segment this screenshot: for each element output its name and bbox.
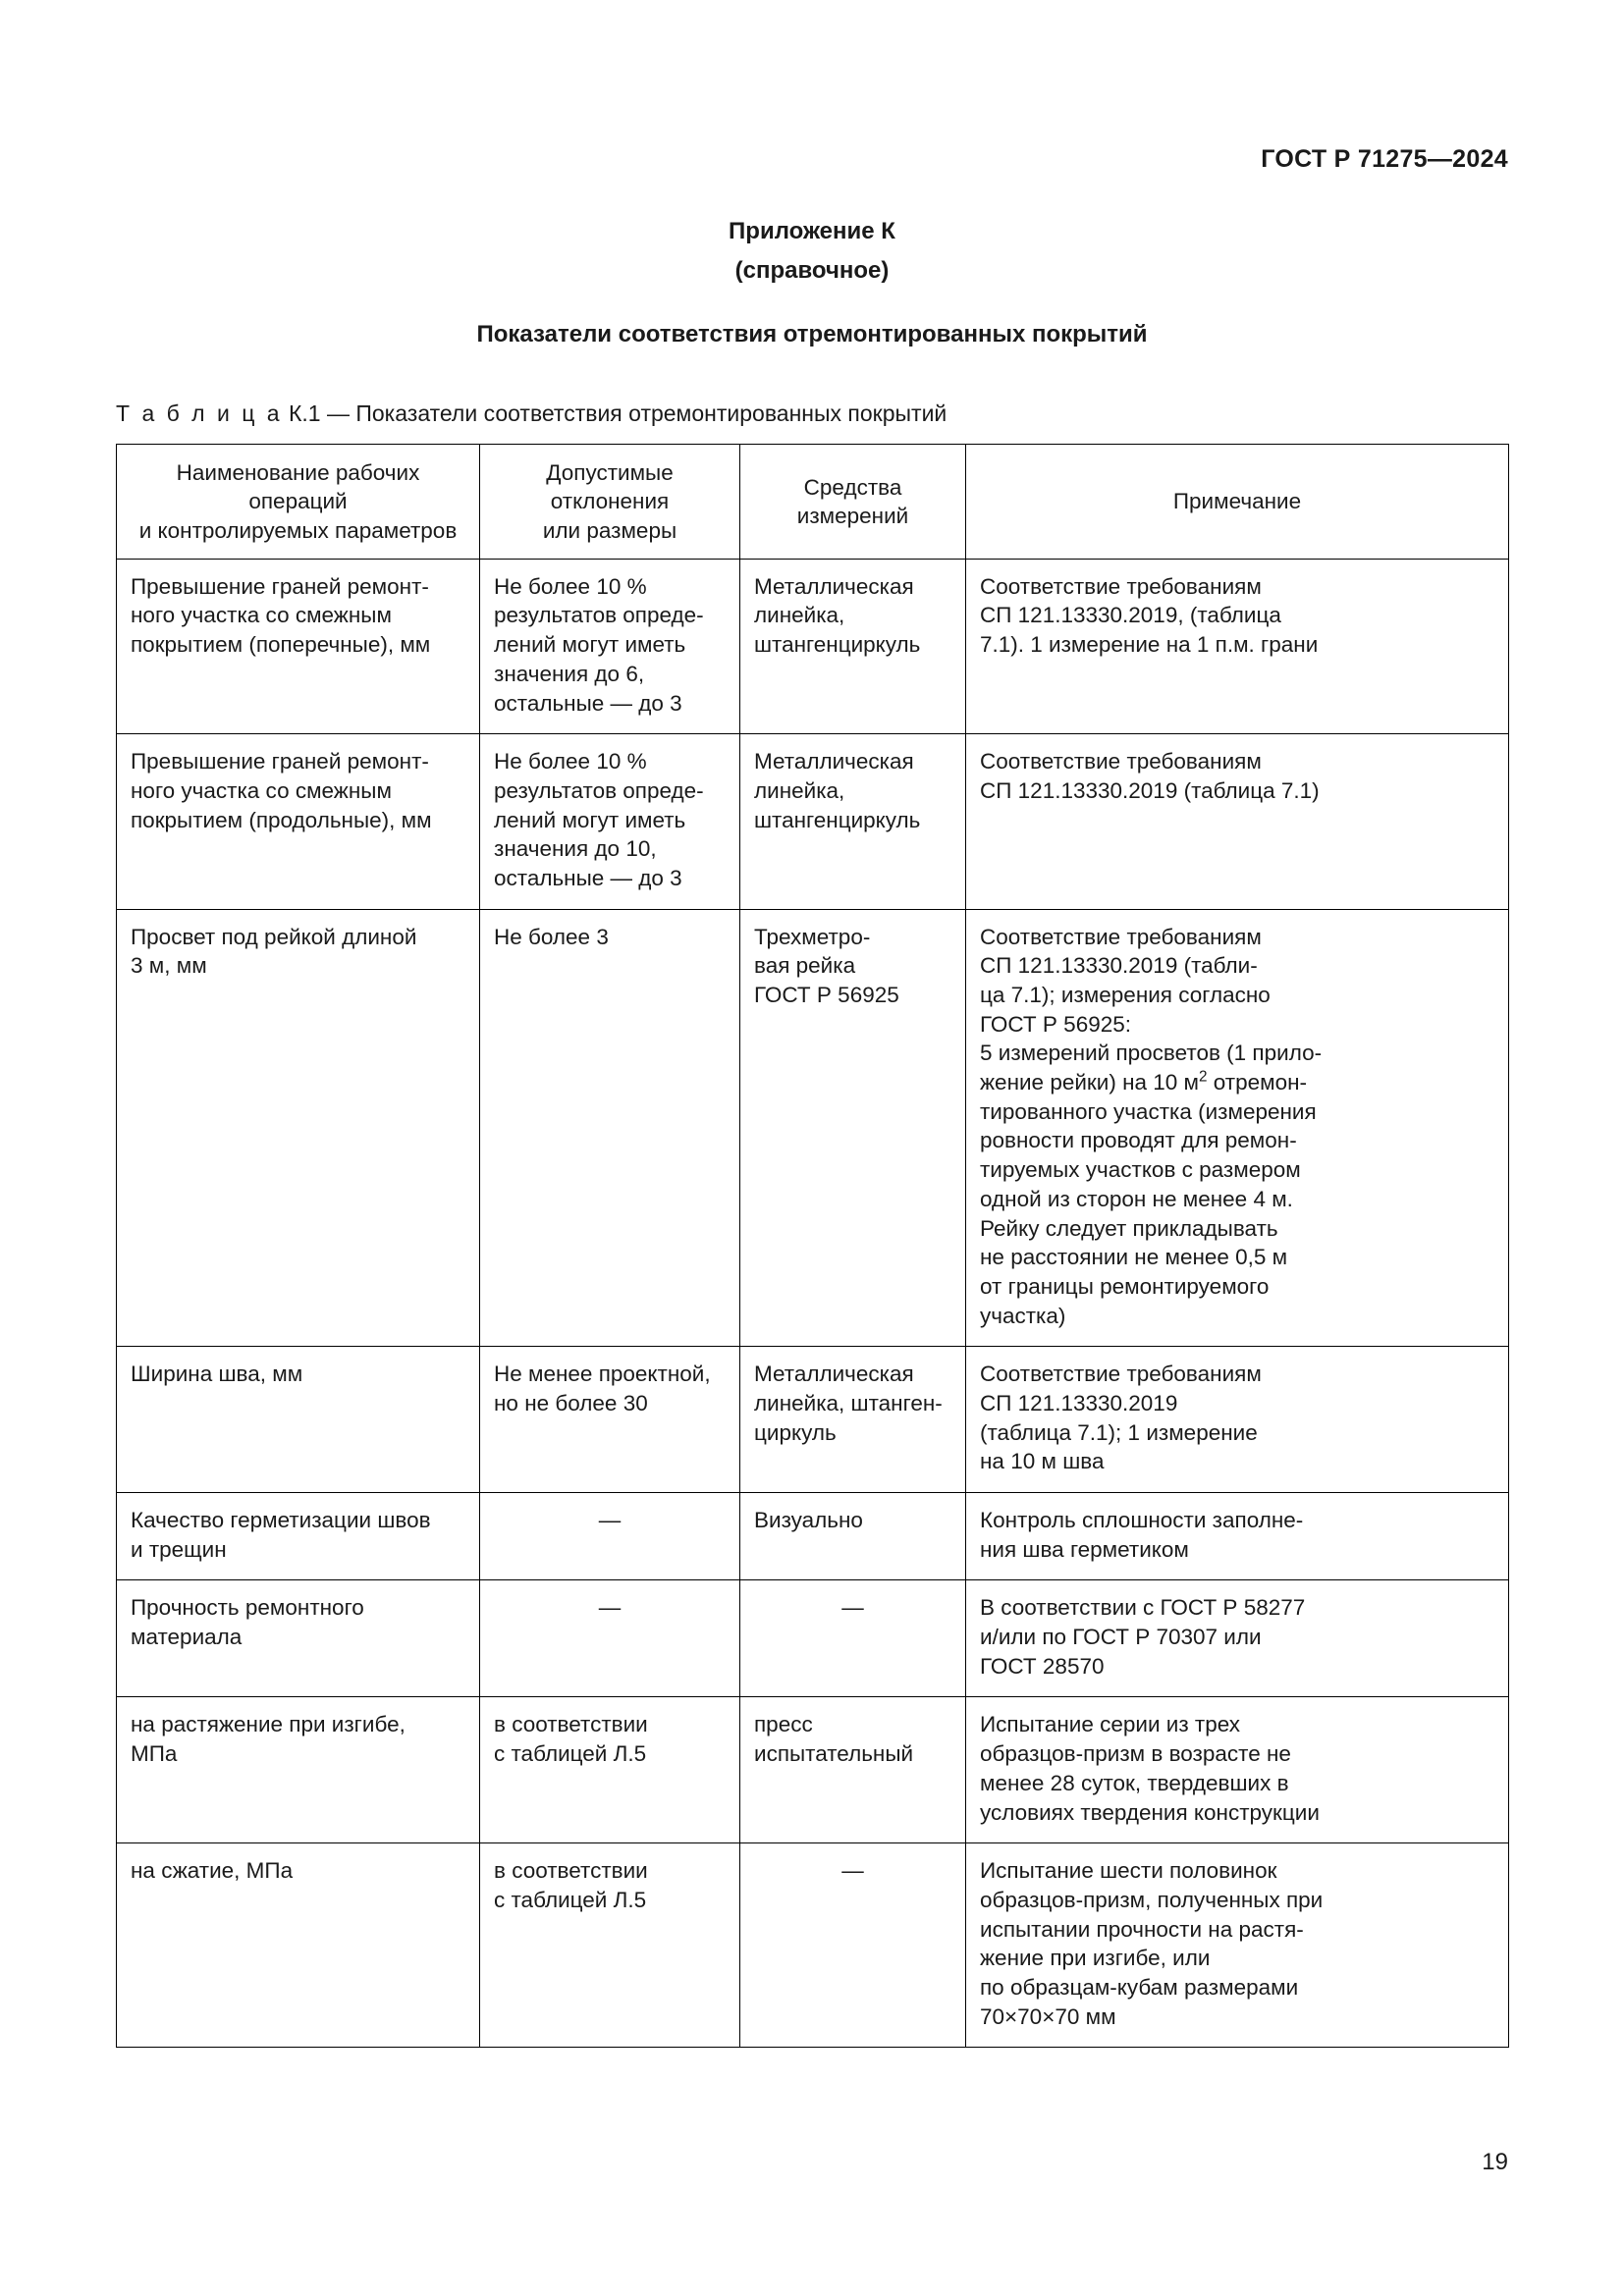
table-row (117, 559, 1509, 733)
cell-note: Контроль сплошности заполне- ния шва герметиком (966, 1493, 1509, 1580)
table-row (117, 1493, 1509, 1580)
cell-parameter: Качество герметизации швов и трещин (117, 1493, 480, 1580)
cell-note: Испытание серии из трех образцов-призм в возрасте не менее 28 суток, твердевших в условиях твердения конструкции (966, 1697, 1509, 1843)
cell-means: — (740, 1580, 966, 1697)
compliance-table (116, 444, 1509, 2048)
cell-tolerance: Не более 10 % результатов опреде- лений могут иметь значения до 6, остальные — до 3 (480, 559, 740, 733)
note-superscript: 2 (1199, 1068, 1208, 1086)
cell-means: Металлическая линейка, штангенциркуль (740, 559, 966, 733)
cell-tolerance: — (480, 1580, 740, 1697)
cell-tolerance: Не более 3 (480, 909, 740, 1347)
appendix-title: Приложение К (729, 218, 895, 244)
table-row (117, 1697, 1509, 1843)
table-caption-number: К.1 (288, 400, 321, 426)
cell-parameter: Ширина шва, мм (117, 1347, 480, 1493)
cell-note (966, 909, 1509, 1347)
cell-tolerance: в соответствии с таблицей Л.5 (480, 1697, 740, 1843)
table-row (117, 1580, 1509, 1697)
cell-means: Трехметро- вая рейка ГОСТ Р 56925 (740, 909, 966, 1347)
col-header-note: Примечание (966, 445, 1509, 560)
cell-parameter: на растяжение при изгибе, МПа (117, 1697, 480, 1843)
cell-means: пресс испытательный (740, 1697, 966, 1843)
cell-means: Металлическая линейка, штанген- циркуль (740, 1347, 966, 1493)
note-part-2: отремон- тированного участка (измерения ровности проводят для ремон- тируемых участков с размером одной из сторон не менее 4 м. Рейку следует прикладывать не расстоянии не менее 0,5 м от границы ремонтируемого участка) (980, 1070, 1317, 1328)
col-header-means: Средства измерений (740, 445, 966, 560)
table-row (117, 909, 1509, 1347)
cell-parameter: Превышение граней ремонт- ного участка со смежным покрытием (продольные), мм (117, 734, 480, 909)
table-caption-text: — Показатели соответствия отремонтированных покрытий (326, 400, 947, 426)
table-row (117, 1843, 1509, 2048)
cell-tolerance: в соответствии с таблицей Л.5 (480, 1843, 740, 2048)
note-part-1: Соответствие требованиям СП 121.13330.2019 (табли- ца 7.1); измерения согласно ГОСТ Р 56925: 5 измерений просветов (1 прило- жение рейки) на 10 м (980, 924, 1323, 1095)
cell-note: Соответствие требованиям СП 121.13330.2019 (таблица 7.1) (966, 734, 1509, 909)
appendix-subtitle: (справочное) (734, 257, 890, 284)
table-caption-label: Т а б л и ц а (116, 400, 283, 426)
cell-parameter: Прочность ремонтного материала (117, 1580, 480, 1697)
cell-means: — (740, 1843, 966, 2048)
col-header-parameter: Наименование рабочих операций и контролируемых параметров (117, 445, 480, 560)
table-header-row (117, 445, 1509, 560)
page-number: 19 (1482, 2149, 1508, 2175)
table-caption (116, 400, 947, 427)
cell-note: В соответствии с ГОСТ Р 58277 и/или по ГОСТ Р 70307 или ГОСТ 28570 (966, 1580, 1509, 1697)
cell-tolerance: Не более 10 % результатов опреде- лений могут иметь значения до 10, остальные — до 3 (480, 734, 740, 909)
cell-tolerance: — (480, 1493, 740, 1580)
col-header-tolerance: Допустимые отклонения или размеры (480, 445, 740, 560)
cell-note: Соответствие требованиям СП 121.13330.2019 (таблица 7.1); 1 измерение на 10 м шва (966, 1347, 1509, 1493)
cell-note: Испытание шести половинок образцов-призм, полученных при испытании прочности на растя- жение при изгибе, или по образцам-кубам размерами 70×70×70 мм (966, 1843, 1509, 2048)
cell-note: Соответствие требованиям СП 121.13330.2019, (таблица 7.1). 1 измерение на 1 п.м. грани (966, 559, 1509, 733)
cell-means: Визуально (740, 1493, 966, 1580)
cell-means: Металлическая линейка, штангенциркуль (740, 734, 966, 909)
table-row (117, 734, 1509, 909)
page-header-standard: ГОСТ Р 71275—2024 (1261, 145, 1508, 173)
section-title: Показатели соответствия отремонтированных покрытий (476, 321, 1148, 347)
table-row (117, 1347, 1509, 1493)
cell-parameter: Просвет под рейкой длиной 3 м, мм (117, 909, 480, 1347)
cell-parameter: Превышение граней ремонт- ного участка со смежным покрытием (поперечные), мм (117, 559, 480, 733)
cell-parameter: на сжатие, МПа (117, 1843, 480, 2048)
cell-tolerance: Не менее проектной, но не более 30 (480, 1347, 740, 1493)
table-body (117, 559, 1509, 2048)
